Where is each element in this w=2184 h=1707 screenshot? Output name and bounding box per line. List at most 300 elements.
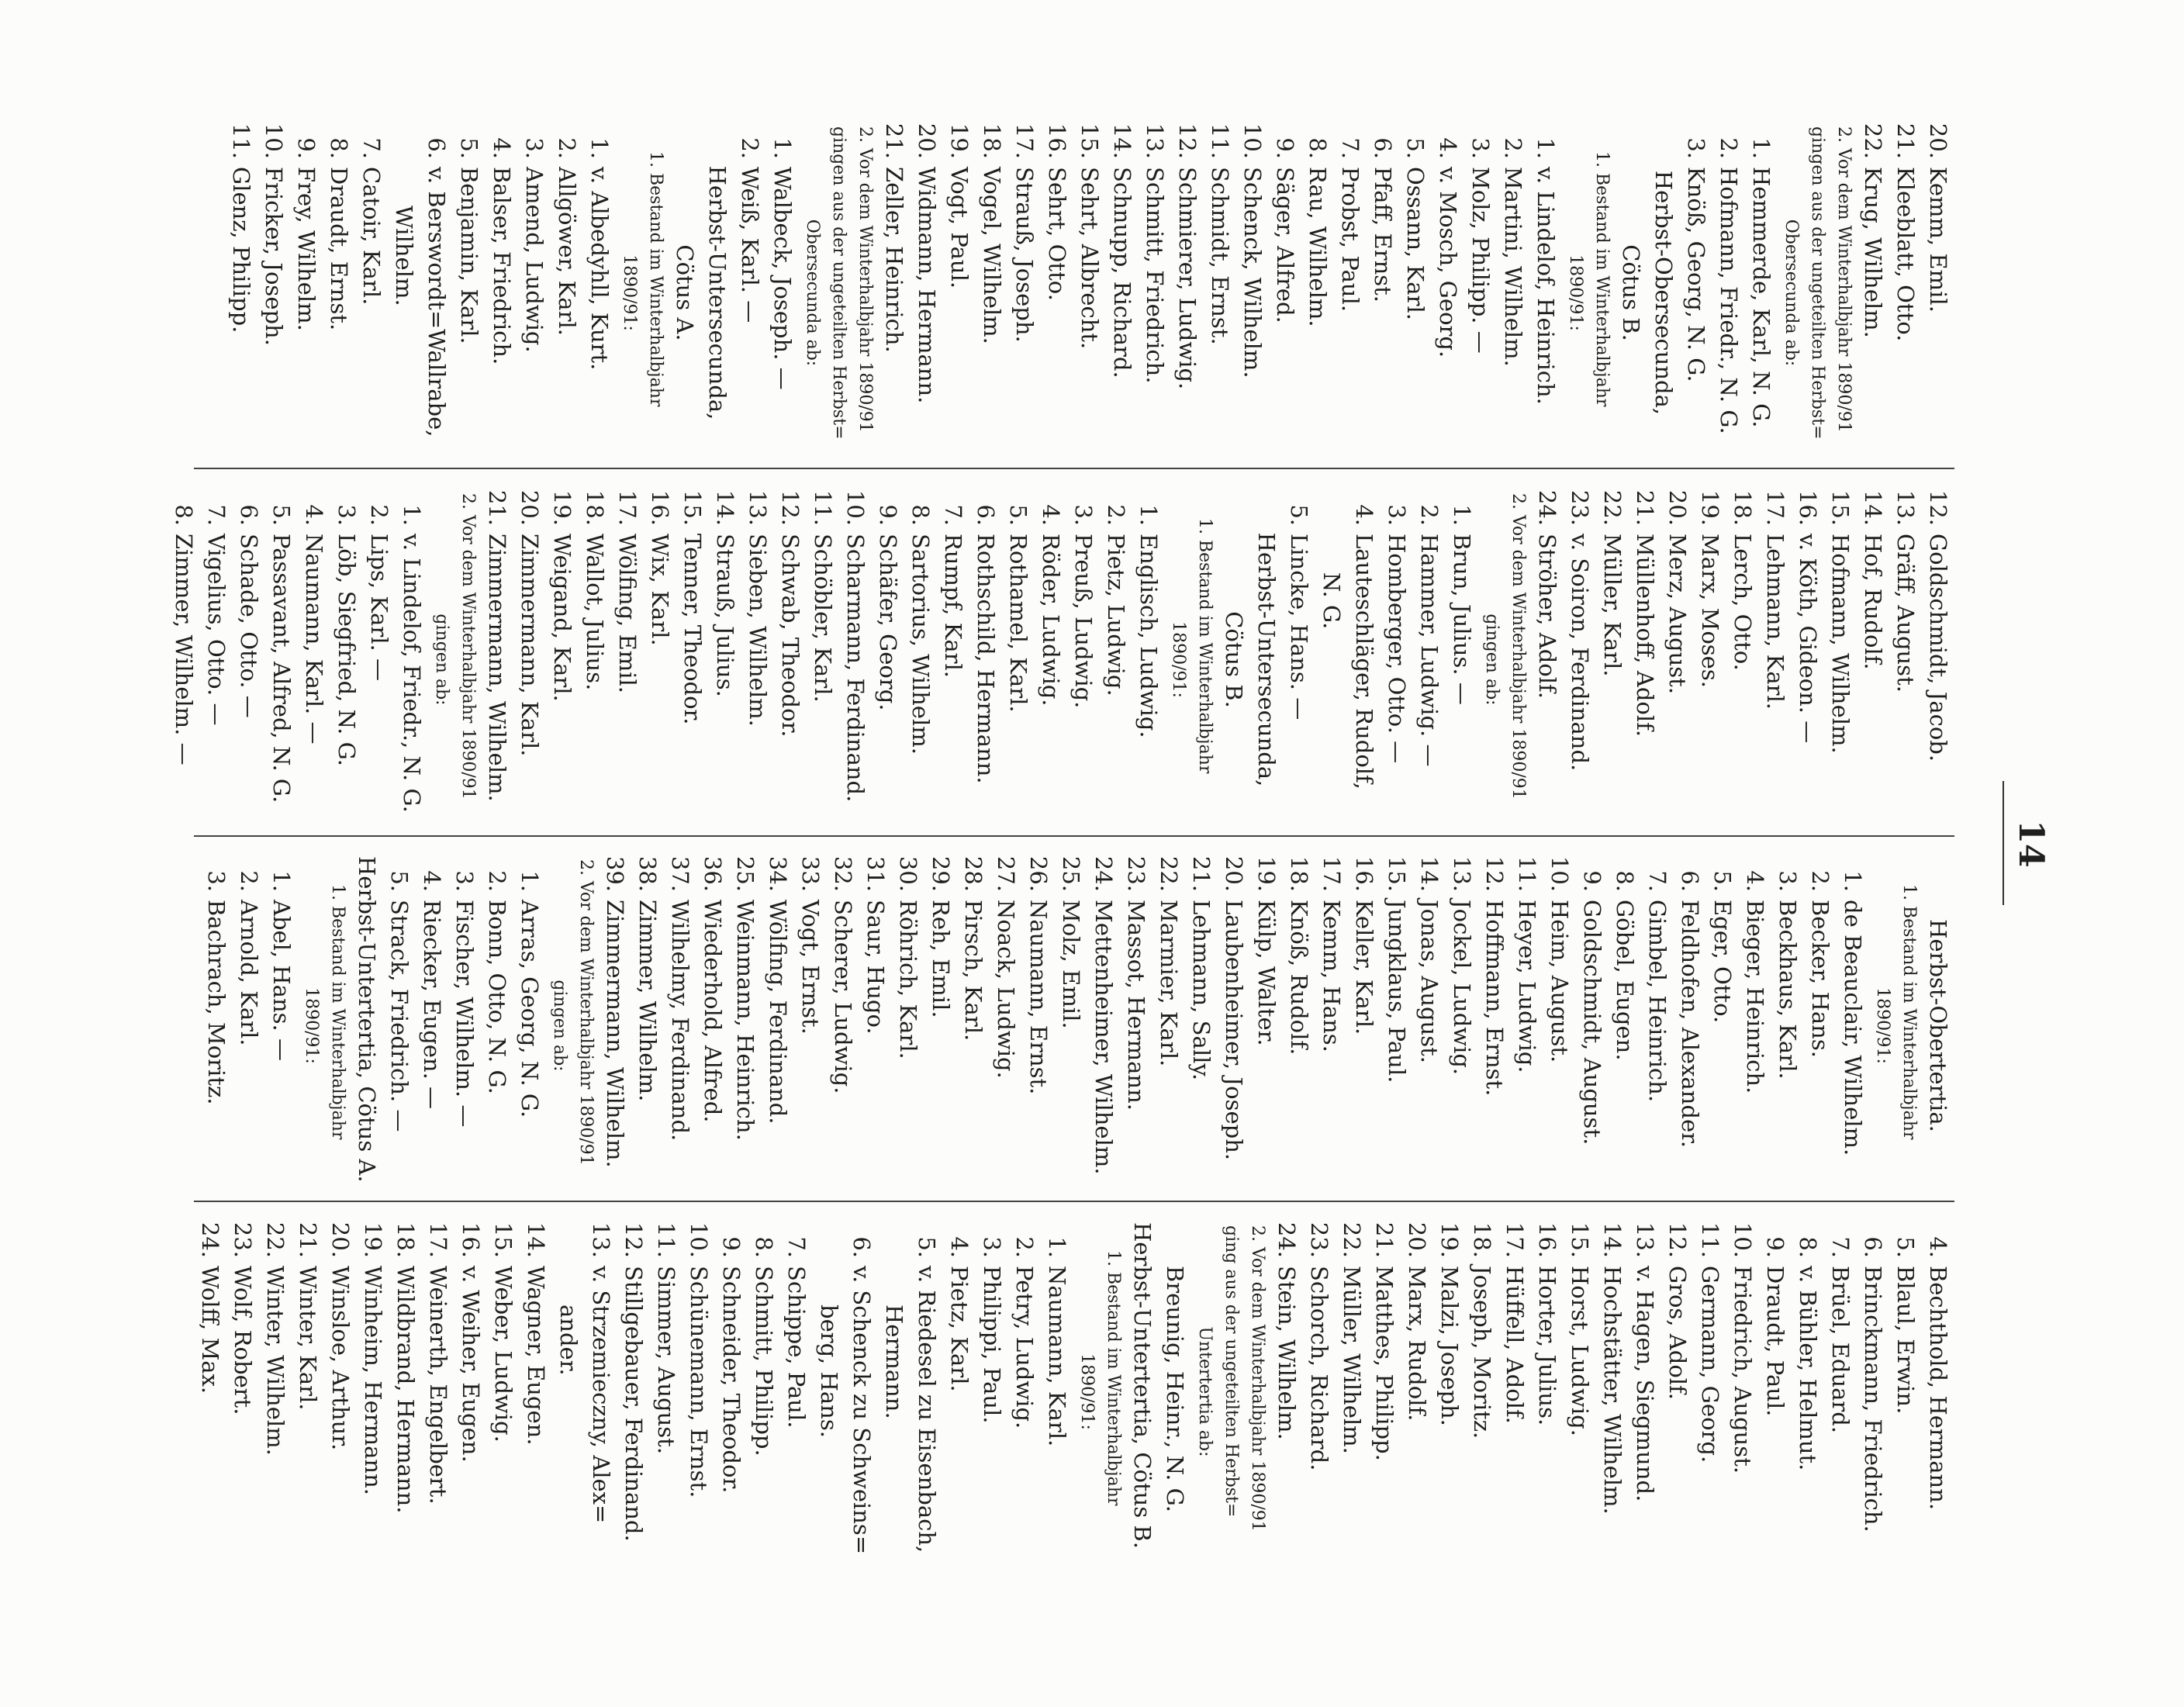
entry-number: 12. (1481, 855, 1508, 892)
student-entry (1236, 120, 1269, 465)
entry-number: 2. (1807, 870, 1833, 892)
entry-number: 1. (1533, 137, 1559, 159)
header-rule (2003, 781, 2004, 905)
student-name: Schade, Otto. — (236, 534, 262, 718)
student-entry (1889, 120, 1922, 465)
entry-number: 17. (1011, 123, 1038, 159)
student-entry (1120, 853, 1152, 1198)
student-entry (611, 487, 644, 832)
entry-number: 15. (1827, 489, 1854, 526)
student-entry (1159, 1219, 1191, 1564)
student-name: v. Weiher, Eugen. (458, 1266, 484, 1463)
section-note: 1890/91: (1873, 987, 1892, 1064)
student-entry (1413, 487, 1446, 832)
student-name: Kemm, Hans. (1318, 900, 1345, 1052)
student-entry (194, 1219, 226, 1564)
student-entry (794, 853, 827, 1198)
student-name: Simmer, August. (653, 1266, 679, 1455)
entry-number: 14. (1599, 1222, 1626, 1258)
student-name: Weinerth, Engelbert. (425, 1266, 451, 1505)
student-name: Glenz, Philipp. (228, 167, 254, 333)
entry-number: 27. (993, 855, 1019, 892)
student-entry (709, 487, 741, 832)
student-name: Riecker, Eugen. — (419, 900, 445, 1110)
student-name: v. Hagen, Siegmund. (1632, 1266, 1658, 1502)
entry-number: 8. (1305, 137, 1331, 159)
student-name: Müllenhoff, Adolf. (1632, 534, 1658, 738)
student-name: Keller, Karl. (1351, 900, 1377, 1035)
student-entry (1106, 120, 1139, 465)
entry-number: 1. (399, 504, 425, 526)
entry-number: 2. (484, 870, 510, 892)
student-entry (454, 1219, 487, 1564)
student-entry (396, 487, 428, 832)
student-entry (1204, 120, 1236, 465)
entry-number: 3. (1774, 870, 1801, 892)
student-entry (1152, 853, 1185, 1198)
student-entry (976, 1219, 1008, 1564)
entry-number: 5. (1402, 137, 1429, 159)
entry-number: 6. (1370, 137, 1396, 159)
text-column-2 (168, 487, 1954, 832)
student-entry (1543, 853, 1576, 1198)
student-entry (168, 487, 200, 832)
entry-number: 4. (1742, 870, 1768, 892)
student-entry (1336, 1219, 1368, 1564)
student-entry (1446, 487, 1478, 832)
student-name: Wildbrand, Hermann. (392, 1266, 419, 1514)
section-note: 2. Vor dem Winterhalbjahr 1890/91 (1508, 493, 1528, 800)
student-name: Eger, Otto. (1709, 900, 1736, 1024)
student-entry (1073, 120, 1106, 465)
student-entry (1694, 1219, 1726, 1564)
student-entry (583, 120, 616, 465)
student-name: Walbeck, Joseph. — (769, 167, 796, 390)
student-entry (1334, 120, 1367, 465)
student-name: Vigelius, Otto. — (203, 534, 230, 726)
entry-number: 23. (1567, 489, 1593, 526)
section-note: gingen ab: (550, 980, 569, 1072)
entry-number: 3. (521, 137, 548, 159)
student-name: Frey, Wilhelm. (293, 167, 320, 331)
student-name: Vogt, Paul. (946, 167, 973, 289)
student-name: Friedrich, August. (1730, 1266, 1756, 1474)
student-entry (1759, 487, 1792, 832)
student-name: Röder, Ludwig. (1038, 534, 1064, 707)
entry-number: 20. (1925, 123, 1951, 159)
student-entry (1739, 853, 1771, 1198)
student-name: Marx, Rudolf. (1404, 1266, 1430, 1422)
student-name: Massot, Hermann. (1123, 900, 1149, 1111)
student-name: Hammer, Ludwig. — (1416, 534, 1443, 767)
student-entry (969, 487, 1002, 832)
student-name: Knöß, Rudolf. (1286, 900, 1312, 1056)
entry-number: 33. (797, 855, 824, 892)
entry-number: 3. (1683, 137, 1709, 159)
student-entry (1857, 1219, 1889, 1564)
student-name: Hochstätter, Wilhelm. (1599, 1266, 1626, 1515)
student-name: Zimmermann, Wilhelm. (484, 534, 510, 802)
entry-number: 11. (1697, 1222, 1723, 1258)
student-name: Kemm, Emil. (1925, 167, 1951, 313)
entry-number: 24. (1090, 855, 1117, 892)
entry-number: 20. (1664, 489, 1691, 526)
student-entry (257, 120, 290, 465)
student-entry (1531, 1219, 1564, 1564)
student-entry (1008, 120, 1041, 465)
student-name: Lauteschläger, Rudolf, (1351, 534, 1377, 790)
student-entry (1348, 487, 1381, 832)
entry-number: 22. (262, 1222, 289, 1258)
student-entry (1433, 1219, 1466, 1564)
student-entry (696, 853, 729, 1198)
entry-number: 9. (875, 504, 901, 526)
entry-number: 18. (1730, 489, 1756, 526)
page-number: 14 (2011, 820, 2051, 868)
student-entry (551, 120, 583, 465)
entry-number: 3. (1467, 137, 1494, 159)
entry-number: 6. (423, 137, 450, 159)
student-entry (807, 487, 839, 832)
student-entry (1564, 487, 1596, 832)
student-name: Zimmer, Wilhelm. (634, 900, 661, 1102)
entry-number: 11. (653, 1222, 679, 1258)
section-note: 1890/91: (1566, 254, 1585, 331)
entry-number: 18. (582, 489, 608, 526)
student-name: Wolf, Robert. (230, 1266, 256, 1415)
entry-number: 5. (1892, 1236, 1919, 1258)
student-entry (1576, 853, 1609, 1198)
student-entry (774, 487, 807, 832)
student-entry (422, 1219, 454, 1564)
student-name: v. Lindelof, Friedr., N. G. (399, 534, 425, 813)
entry-number: 22. (1599, 489, 1626, 526)
text-column-4 (194, 1219, 1954, 1564)
student-entry (546, 487, 579, 832)
student-entry (226, 1219, 259, 1564)
entry-number: 29. (928, 855, 954, 892)
entry-number: 31. (862, 855, 889, 892)
entry-number: 9. (1579, 870, 1605, 892)
entry-number: 19. (946, 123, 973, 159)
student-entry (486, 120, 518, 465)
student-entry (631, 853, 664, 1198)
student-name: Englisch, Ludwig. (1135, 534, 1162, 738)
entry-number: 3. (1070, 504, 1097, 526)
entry-number: 15. (490, 1222, 517, 1258)
student-name: Catoir, Karl. (358, 167, 385, 306)
entry-number: 4. (1351, 504, 1377, 526)
student-entry (453, 120, 486, 465)
entry-number: 23. (230, 1222, 256, 1258)
student-name: Passavant, Alfred, N. G. (268, 534, 295, 803)
entry-number: 21. (881, 123, 907, 159)
student-entry (741, 487, 774, 832)
student-name: Schünemann, Ernst. (686, 1266, 712, 1498)
entry-number: 2. (1416, 504, 1443, 526)
student-entry (1674, 853, 1706, 1198)
section-note: 2. Vor dem Winterhalbjahr 1890/91 (855, 126, 875, 433)
student-entry (1303, 1219, 1336, 1564)
entry-number: 16. (1351, 855, 1377, 892)
entry-number: 6. (973, 504, 999, 526)
entry-number: 2. (1500, 137, 1526, 159)
entry-number: 15. (1384, 855, 1410, 892)
entry-number: 19. (1253, 855, 1280, 892)
student-name: Feldhofen, Alexander. (1677, 900, 1703, 1149)
student-entry (1745, 120, 1778, 465)
entry-number: 37. (667, 855, 693, 892)
student-name: Horst, Ludwig. (1567, 1266, 1593, 1436)
student-entry (1759, 1219, 1792, 1564)
entry-number: 14. (1860, 489, 1886, 526)
student-entry (1922, 1219, 1954, 1564)
student-name: Zimmermann, Karl. (517, 534, 543, 757)
student-name: Bonn, Otto, N. G. (484, 900, 510, 1094)
section-note: 1890/91: (620, 254, 639, 331)
student-name: Jungklaus, Paul. (1384, 900, 1410, 1083)
student-name: Stein, Wilhelm. (1273, 1266, 1300, 1440)
entry-number: 17. (1318, 855, 1345, 892)
entry-number: 4. (1435, 137, 1461, 159)
column-divider (194, 1201, 1954, 1202)
entry-number: 13. (588, 1222, 614, 1258)
section-note: 2. Vor dem Winterhalbjahr 1890/91 (458, 493, 478, 800)
student-name: Becker, Hans. (1807, 900, 1833, 1058)
entry-number: 2. (554, 137, 580, 159)
student-name: Winheim, Hermann. (360, 1266, 386, 1495)
student-entry (729, 853, 762, 1198)
student-name: Arnold, Karl. (236, 900, 262, 1046)
student-name: Reh, Emil. (928, 900, 954, 1018)
student-name: Bieger, Heinrich. (1742, 900, 1768, 1094)
student-name: Lerch, Otto. (1730, 534, 1756, 671)
student-entry (383, 853, 416, 1198)
entry-number: 4. (489, 137, 515, 159)
student-entry (839, 487, 872, 832)
student-entry (357, 1219, 389, 1564)
student-name: Zeller, Heinrich. (881, 167, 907, 353)
section-note: ging aus der ungeteilten Herbst= (1222, 1225, 1241, 1518)
student-name: Schnupp, Richard. (1109, 167, 1135, 378)
student-name: Rau, Wilhelm. (1305, 167, 1331, 327)
entry-number: 1. (268, 870, 295, 892)
section-note: 1890/91: (302, 987, 321, 1064)
entry-number: 3. (333, 504, 360, 526)
entry-number: 23. (1306, 1222, 1332, 1258)
student-name: Martini, Wilhelm. (1500, 167, 1526, 367)
student-name: Brinckmann, Friedrich. (1860, 1266, 1886, 1532)
entry-number: 3. (203, 870, 230, 892)
entry-number: 2. (737, 137, 763, 159)
class-heading: Herbst-Untersecunda, (704, 165, 731, 420)
entry-number: 12. (1174, 123, 1201, 159)
student-entry (330, 487, 363, 832)
student-name: Vogt, Ernst. (797, 900, 824, 1035)
student-name: Gros, Adolf. (1664, 1266, 1691, 1400)
student-entry (298, 487, 330, 832)
student-entry (1432, 120, 1464, 465)
section-note: 1890/91: (1169, 621, 1188, 698)
student-entry (389, 1219, 422, 1564)
entry-number: 16. (1044, 123, 1070, 159)
entry-number: 24. (1273, 1222, 1300, 1258)
student-entry (1301, 120, 1334, 465)
student-name: Blaul, Erwin. (1892, 1266, 1919, 1415)
student-name: Schmierer, Ludwig. (1174, 167, 1201, 390)
student-name: Mettenheimer, Wilhelm. (1090, 900, 1117, 1175)
student-entry (1564, 1219, 1596, 1564)
entry-number: 13. (745, 489, 771, 526)
student-entry (1367, 120, 1399, 465)
student-name: Göbel, Eugen. (1612, 900, 1638, 1061)
column-divider (194, 468, 1954, 469)
student-entry (990, 853, 1022, 1198)
student-entry (1041, 120, 1073, 465)
student-name: Merz, August. (1664, 534, 1691, 695)
student-entry (1399, 120, 1432, 465)
entry-number: 20. (1221, 855, 1247, 892)
student-name: Lehmann, Sally. (1188, 900, 1215, 1081)
entry-number: 19. (549, 489, 575, 526)
student-name: Sieben, Wilhelm. (745, 534, 771, 727)
student-name: Wölfing, Emil. (614, 534, 641, 694)
entry-continuation: Wilhelm. (391, 206, 417, 306)
student-name: v. Soiron, Ferdinand. (1567, 534, 1593, 772)
class-heading: Herbst-Untersecunda, (1253, 532, 1280, 787)
class-heading: Cötus B. (1618, 244, 1644, 341)
student-name: Marmier, Karl. (1156, 900, 1182, 1067)
entry-number: 8. (171, 504, 197, 526)
student-name: Bachrach, Moritz. (203, 900, 230, 1105)
student-entry (976, 120, 1008, 465)
student-entry (845, 1219, 878, 1564)
entry-number: 10. (1546, 855, 1573, 892)
entry-number: 11. (1207, 123, 1233, 159)
student-name: Pietz, Ludwig. (1103, 534, 1129, 696)
entry-number: 12. (777, 489, 803, 526)
entry-number: 7. (1827, 1236, 1854, 1258)
student-name: Homberger, Otto. — (1384, 534, 1410, 764)
student-name: Marx, Moses. (1697, 534, 1723, 688)
student-entry (1596, 1219, 1629, 1564)
student-name: Jonas, August. (1416, 900, 1443, 1063)
student-entry (827, 853, 859, 1198)
section-note: gingen aus der ungeteilten Herbst= (829, 126, 848, 440)
student-name: v. Schenck zu Schweins= (848, 1266, 875, 1555)
student-entry (1857, 120, 1889, 465)
student-name: v. Mosch, Georg. (1435, 167, 1461, 358)
section-note: 1. Bestand im Winterhalbjahr (1592, 151, 1612, 407)
student-entry (481, 853, 513, 1198)
student-entry (957, 853, 990, 1198)
entry-number: 1. (1044, 1236, 1070, 1258)
student-entry (943, 120, 976, 465)
student-entry (1368, 1219, 1401, 1564)
student-name: v. Lindelof, Heinrich. (1533, 167, 1559, 405)
student-name: v. Strzemieczny, Alex= (588, 1266, 614, 1524)
student-entry (1641, 853, 1674, 1198)
student-entry (1464, 120, 1497, 465)
section-note: gingen ab: (1482, 613, 1502, 706)
entry-number: 4. (1925, 1236, 1951, 1258)
section-note: Untertertia ab: (1195, 1326, 1215, 1457)
entry-number: 3. (451, 870, 478, 892)
student-name: Preuß, Ludwig. (1070, 534, 1097, 709)
section-note: Obersecunda ab: (803, 219, 822, 367)
student-entry (420, 120, 453, 465)
student-entry (324, 1219, 357, 1564)
student-entry (1922, 120, 1954, 465)
entry-number: 1. (1748, 137, 1774, 159)
student-entry (292, 1219, 324, 1564)
entry-number: 36. (700, 855, 726, 892)
entry-number: 19. (360, 1222, 386, 1258)
student-entry (1022, 853, 1055, 1198)
text-column-3 (200, 853, 1954, 1198)
student-name: Goldschmidt, August. (1579, 900, 1605, 1145)
student-entry (762, 853, 794, 1198)
student-name: Strauß, Julius. (712, 534, 738, 697)
section-note: gingen ab: (432, 613, 451, 706)
student-name: Wagner, Eugen. (523, 1266, 549, 1446)
student-name: Strauß, Joseph. (1011, 167, 1038, 343)
entry-number: 14. (1109, 123, 1135, 159)
column-divider (194, 835, 1954, 837)
student-entry (1824, 487, 1857, 832)
student-entry (1270, 1219, 1303, 1564)
student-entry (1283, 853, 1315, 1198)
entry-number: 21. (484, 489, 510, 526)
student-name: Gimbel, Heinrich. (1644, 900, 1671, 1103)
entry-number: 1. (769, 137, 796, 159)
student-name: Lincke, Hans. — (1286, 534, 1312, 720)
entry-number: 5. (1286, 504, 1312, 526)
student-entry (1067, 487, 1100, 832)
entry-number: 14. (1416, 855, 1443, 892)
entry-number: 4. (419, 870, 445, 892)
student-name: Fricker, Joseph. (261, 167, 287, 346)
student-name: Sartorius, Wilhelm. (907, 534, 934, 755)
entry-number: 5. (914, 1236, 940, 1258)
entry-number: 11. (228, 123, 254, 159)
student-entry (937, 487, 969, 832)
student-entry (1466, 1219, 1498, 1564)
student-name: Lehmann, Karl. (1762, 534, 1788, 710)
entry-number: 8. (751, 1236, 777, 1258)
section-note: 2. Vor dem Winterhalbjahr 1890/91 (576, 859, 596, 1166)
entry-number: 2. (1103, 504, 1129, 526)
entry-number: 2. (1011, 1236, 1038, 1258)
section-note: 1. Bestand im Winterhalbjahr (1104, 1250, 1123, 1506)
student-name: Draudt, Ernst. (326, 167, 352, 331)
entry-number: 3. (979, 1236, 1005, 1258)
entry-number: 9. (718, 1236, 745, 1258)
entry-number: 28. (960, 855, 987, 892)
student-entry (1283, 487, 1315, 832)
student-name: Hoffmann, Ernst. (1481, 900, 1508, 1097)
entry-number: 4. (1038, 504, 1064, 526)
student-entry (1381, 487, 1413, 832)
student-name: Matthes, Philipp. (1371, 1266, 1398, 1461)
student-entry (1413, 853, 1446, 1198)
entry-number: 21. (295, 1222, 321, 1258)
student-name: Noack, Ludwig. (993, 900, 1019, 1079)
student-name: Wolff, Max. (197, 1266, 223, 1394)
student-entry (1497, 120, 1529, 465)
class-heading: Cötus A. (672, 244, 698, 341)
student-name: v. Berswordt=Wallrabe, (423, 167, 450, 437)
